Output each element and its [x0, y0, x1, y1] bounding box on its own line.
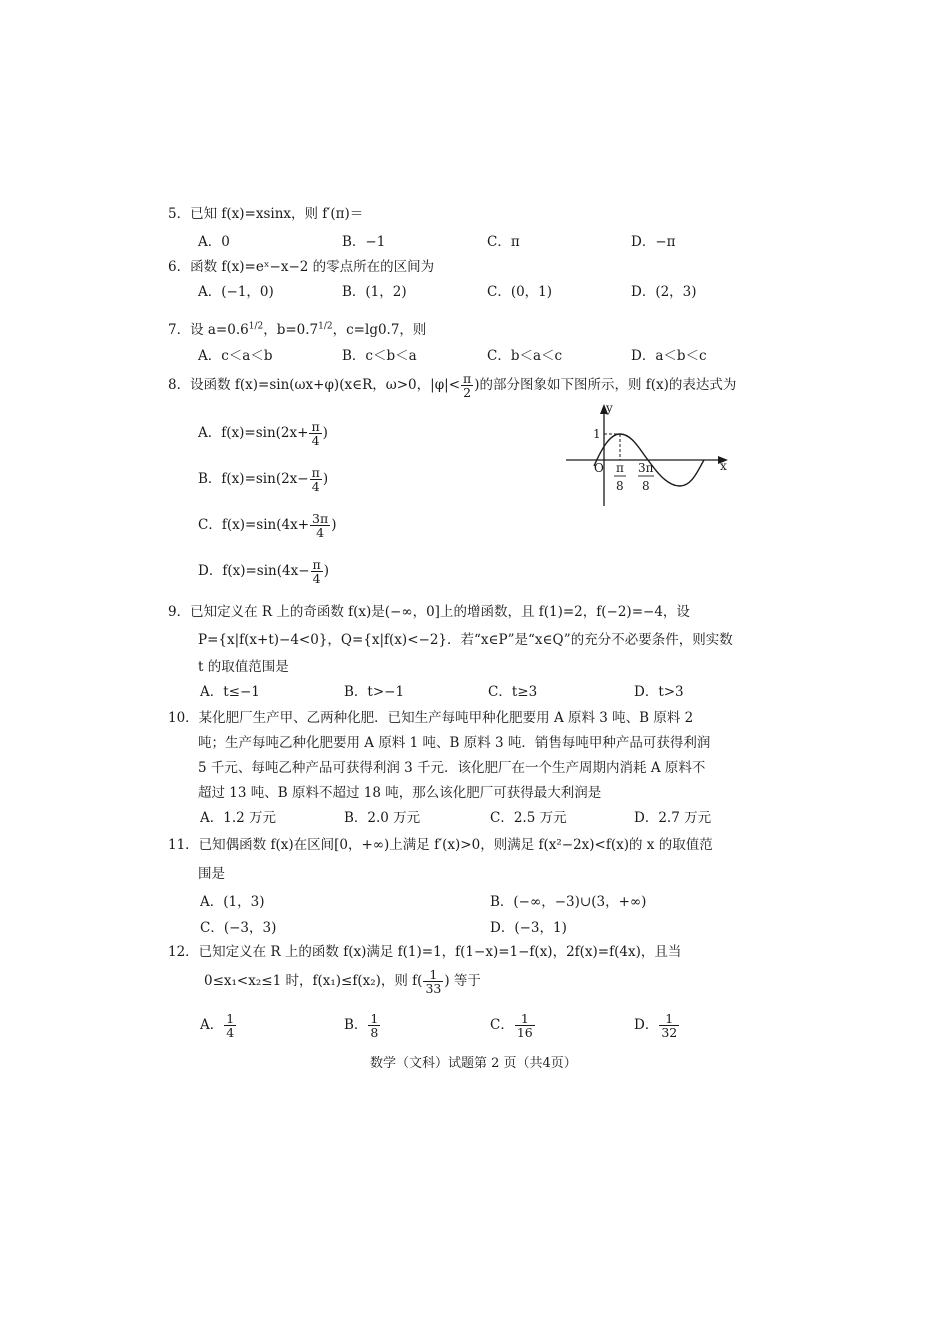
q10-option-d: D．2.7 万元 — [634, 810, 712, 826]
q5-stem: 5．已知 f(x)=xsinx，则 f′(π)＝ — [168, 206, 364, 222]
q7-option-d: D．a＜b＜c — [631, 348, 707, 364]
q6-option-c: C．(0，1) — [487, 284, 553, 300]
origin-label: O — [594, 461, 604, 475]
q10-option-a: A．1.2 万元 — [200, 810, 277, 826]
q8-option-a: A．f(x)=sin(2x+ $\frac{\pi}{4}$ ) — [198, 419, 328, 449]
q12-line2: 0≤x₁<x₂≤1 时，f(x₁)≤f(x₂)，则 f( $\frac{1}{33}$ ) 等于 — [204, 967, 481, 997]
q11-option-a: A．(1，3) — [200, 894, 265, 910]
q12-option-c: C． $\frac{1}{16}$ — [490, 1011, 533, 1041]
q11-option-d: D．(−3，1) — [490, 920, 567, 936]
q8-option-b: B．f(x)=sin(2x− $\frac{\pi}{4}$ ) — [198, 465, 329, 495]
q8-stem: 8．设函数 f(x)=sin(ωx+φ)(x∈R，ω>0，|φ|< $\frac{\pi}{2}$ )的部分图象如下图所示，则 f(x)的表达式为 — [168, 371, 737, 401]
tick1-num: π — [616, 461, 624, 475]
q5-option-d: D．−π — [631, 234, 676, 250]
q11-option-c: C．(−3，3) — [200, 920, 277, 936]
q5-option-a: A．0 — [198, 234, 230, 250]
q10-line2: 吨；生产每吨乙种化肥要用 A 原料 1 吨、B 原料 3 吨．销售每吨甲种产品可获得利润 — [198, 735, 711, 751]
q11-line1: 11．已知偶函数 f(x)在区间[0，+∞)上满足 f′(x)>0，则满足 f(x²−2x)<f(x)的 x 的取值范 — [168, 837, 713, 853]
q12-option-b: B． $\frac{1}{8}$ — [344, 1011, 379, 1041]
q9-option-c: C．t≥3 — [488, 684, 538, 700]
q10-line1: 10．某化肥厂生产甲、乙两种化肥．已知生产每吨甲种化肥要用 A 原料 3 吨、B 原料 2 — [168, 710, 694, 726]
q6-stem: 6．函数 f(x)=eˣ−x−2 的零点所在的区间为 — [168, 259, 435, 275]
q6-option-d: D．(2，3) — [631, 284, 697, 300]
x-axis-label: x — [720, 459, 727, 473]
q9-option-a: A．t≤−1 — [200, 684, 260, 700]
q9-line2: P={x|f(x+t)−4<0}，Q={x|f(x)<−2}．若“x∈P”是“x∈Q”的充分不必要条件，则实数 — [198, 632, 733, 648]
sine-graph — [562, 398, 734, 510]
q9-line3: t 的取值范围是 — [198, 659, 289, 675]
q7-option-a: A．c＜a＜b — [198, 348, 273, 364]
q12-line1: 12．已知定义在 R 上的函数 f(x)满足 f(1)=1，f(1−x)=1−f(x)，2f(x)=f(4x)，且当 — [168, 944, 682, 960]
q9-line1: 9．已知定义在 R 上的奇函数 f(x)是(−∞，0]上的增函数，且 f(1)=2，f(−2)=−4，设 — [168, 604, 690, 620]
q10-line3: 5 千元、每吨乙种产品可获得利润 3 千元．该化肥厂在一个生产周期内消耗 A 原料不 — [198, 760, 706, 776]
y-axis-label: y — [606, 401, 613, 415]
max-value-label: 1 — [593, 427, 601, 441]
q12-option-a: A． $\frac{1}{4}$ — [200, 1011, 235, 1041]
q5-option-b: B．−1 — [342, 234, 386, 250]
q10-line4: 超过 13 吨、B 原料不超过 18 吨，那么该化肥厂可获得最大利润是 — [198, 785, 602, 801]
page-footer: 数学（文科）试题第 2 页（共4页） — [370, 1056, 577, 1071]
tick2-num: 3π — [638, 461, 654, 475]
q11-option-b: B．(−∞，−3)∪(3，+∞) — [490, 894, 647, 910]
tick1-den: 8 — [616, 479, 624, 493]
q6-option-a: A．(−1，0) — [198, 284, 274, 300]
q12-option-d: D． $\frac{1}{32}$ — [634, 1011, 678, 1041]
q9-option-d: D．t>3 — [634, 684, 684, 700]
q10-option-c: C．2.5 万元 — [490, 810, 567, 826]
q7-option-b: B．c＜b＜a — [342, 348, 417, 364]
q6-option-b: B．(1，2) — [342, 284, 407, 300]
q5-option-c: C．π — [487, 234, 520, 250]
q9-option-b: B．t>−1 — [344, 684, 405, 700]
q7-stem: 7．设 $a=0.6^{1/2}$，$b=0.7^{1/2}$，c=lg0.7，则 — [168, 321, 427, 338]
q8-option-c: C．f(x)=sin(4x+ $\frac{3\pi}{4}$ ) — [198, 511, 337, 541]
q7-option-c: C．b＜a＜c — [487, 348, 563, 364]
q10-option-b: B．2.0 万元 — [344, 810, 421, 826]
q8-option-d: D．f(x)=sin(4x− $\frac{\pi}{4}$ ) — [198, 557, 330, 587]
q11-line2: 围是 — [198, 866, 225, 882]
tick2-den: 8 — [642, 479, 650, 493]
